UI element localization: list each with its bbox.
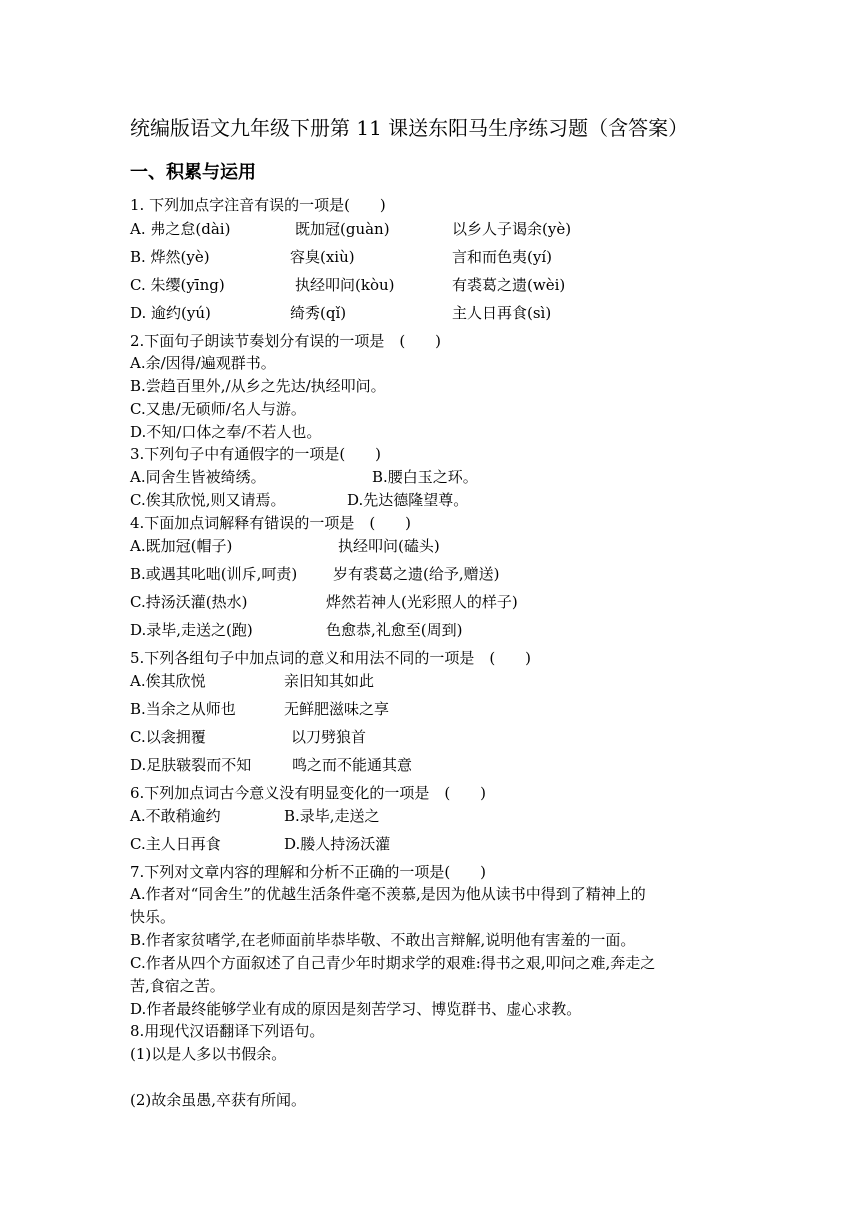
- q1-option: 言和而色夷(yí): [452, 248, 552, 266]
- q7-option: 苦,食宿之苦。: [130, 977, 225, 995]
- q7-option: B.作者家贫嗜学,在老师面前毕恭毕敬、不敢出言辩解,说明他有害羞的一面。: [130, 931, 636, 949]
- q3-option: C.俟其欣悦,则又请焉。: [130, 491, 286, 509]
- q6-option: B.录毕,走送之: [284, 807, 380, 825]
- q3-option: D.先达德隆望尊。: [347, 491, 469, 509]
- question-6-stem: 6.下列加点词古今意义没有明显变化的一项是 ( ): [130, 784, 487, 802]
- q1-option: B. 烨然(yè): [130, 248, 210, 266]
- question-1-stem: 1. 下列加点字注音有误的一项是( ): [130, 196, 386, 214]
- q1-option: 有裘葛之遗(wèi): [452, 276, 566, 294]
- q4-option: A.既加冠(帽子): [130, 537, 233, 555]
- q1-option: A. 弗之怠(dài): [130, 220, 231, 238]
- q4-option: 岁有裘葛之遗(给予,赠送): [333, 565, 500, 583]
- q4-option: 色愈恭,礼愈至(周到): [326, 621, 463, 639]
- q4-option: C.持汤沃灌(热水): [130, 593, 248, 611]
- q3-option: A.同舍生皆被绮绣。: [130, 468, 266, 486]
- q5-option: D.足肤皲裂而不知: [130, 756, 252, 774]
- q1-option: 主人日再食(sì): [452, 304, 552, 322]
- q5-option: 亲旧知其如此: [284, 672, 375, 690]
- q5-option: 鸣之而不能通其意: [292, 756, 413, 774]
- q7-option: D.作者最终能够学业有成的原因是刻苦学习、博览群书、虚心求教。: [130, 1000, 582, 1018]
- q5-option: C.以衾拥覆: [130, 728, 206, 746]
- q2-option: B.尝趋百里外,/从乡之先达/执经叩问。: [130, 377, 386, 395]
- q1-option: 容臭(xiù): [290, 248, 355, 266]
- q4-option: 执经叩问(磕头): [338, 537, 440, 555]
- q2-option: D.不知/口体之奉/不若人也。: [130, 423, 322, 441]
- q7-option: 快乐。: [130, 908, 176, 926]
- q6-option: A.不敢稍逾约: [130, 807, 221, 825]
- q2-option: A.余/因得/遍观群书。: [130, 354, 276, 372]
- question-4-stem: 4.下面加点词解释有错误的一项是 ( ): [130, 514, 412, 532]
- q1-option: C. 朱缨(yīng): [130, 276, 225, 294]
- question-8-stem: 8.用现代汉语翻译下列语句。: [130, 1022, 325, 1040]
- q1-option: 绮秀(qǐ): [290, 304, 347, 322]
- document-title: 统编版语文九年级下册第 11 课送东阳马生序练习题（含答案）: [130, 116, 689, 140]
- q8-item: (1)以是人多以书假余。: [130, 1045, 287, 1063]
- q6-option: D.媵人持汤沃灌: [284, 835, 391, 853]
- question-5-stem: 5.下列各组句子中加点词的意义和用法不同的一项是 ( ): [130, 649, 532, 667]
- question-3-stem: 3.下列句子中有通假字的一项是( ): [130, 445, 382, 463]
- q7-option: A.作者对“同舍生”的优越生活条件毫不羡慕,是因为他从读书中得到了精神上的: [130, 885, 646, 903]
- q4-option: D.录毕,走送之(跑): [130, 621, 253, 639]
- q1-option: 以乡人子谒余(yè): [452, 220, 572, 238]
- q8-item: (2)故余虽愚,卒获有所闻。: [130, 1091, 307, 1109]
- q2-option: C.又患/无硕师/名人与游。: [130, 400, 306, 418]
- q3-option: B.腰白玉之环。: [372, 468, 478, 486]
- q5-option: B.当余之从师也: [130, 700, 236, 718]
- q5-option: 以刀劈狼首: [291, 728, 367, 746]
- section-heading: 一、积累与运用: [130, 162, 256, 183]
- q5-option: A.俟其欣悦: [130, 672, 206, 690]
- q1-option: 执经叩问(kòu): [295, 276, 395, 294]
- q4-option: 烨然若神人(光彩照人的样子): [326, 593, 518, 611]
- q7-option: C.作者从四个方面叙述了自己青少年时期求学的艰难:得书之艰,叩问之难,奔走之: [130, 954, 656, 972]
- q6-option: C.主人日再食: [130, 835, 221, 853]
- q5-option: 无鲜肥滋味之享: [284, 700, 390, 718]
- q4-option: B.或遇其叱咄(训斥,呵责): [130, 565, 298, 583]
- question-2-stem: 2.下面句子朗读节奏划分有误的一项是 ( ): [130, 332, 442, 350]
- question-7-stem: 7.下列对文章内容的理解和分析不正确的一项是( ): [130, 863, 487, 881]
- q1-option: D. 逾约(yú): [130, 304, 211, 322]
- q1-option: 既加冠(guàn): [295, 220, 390, 238]
